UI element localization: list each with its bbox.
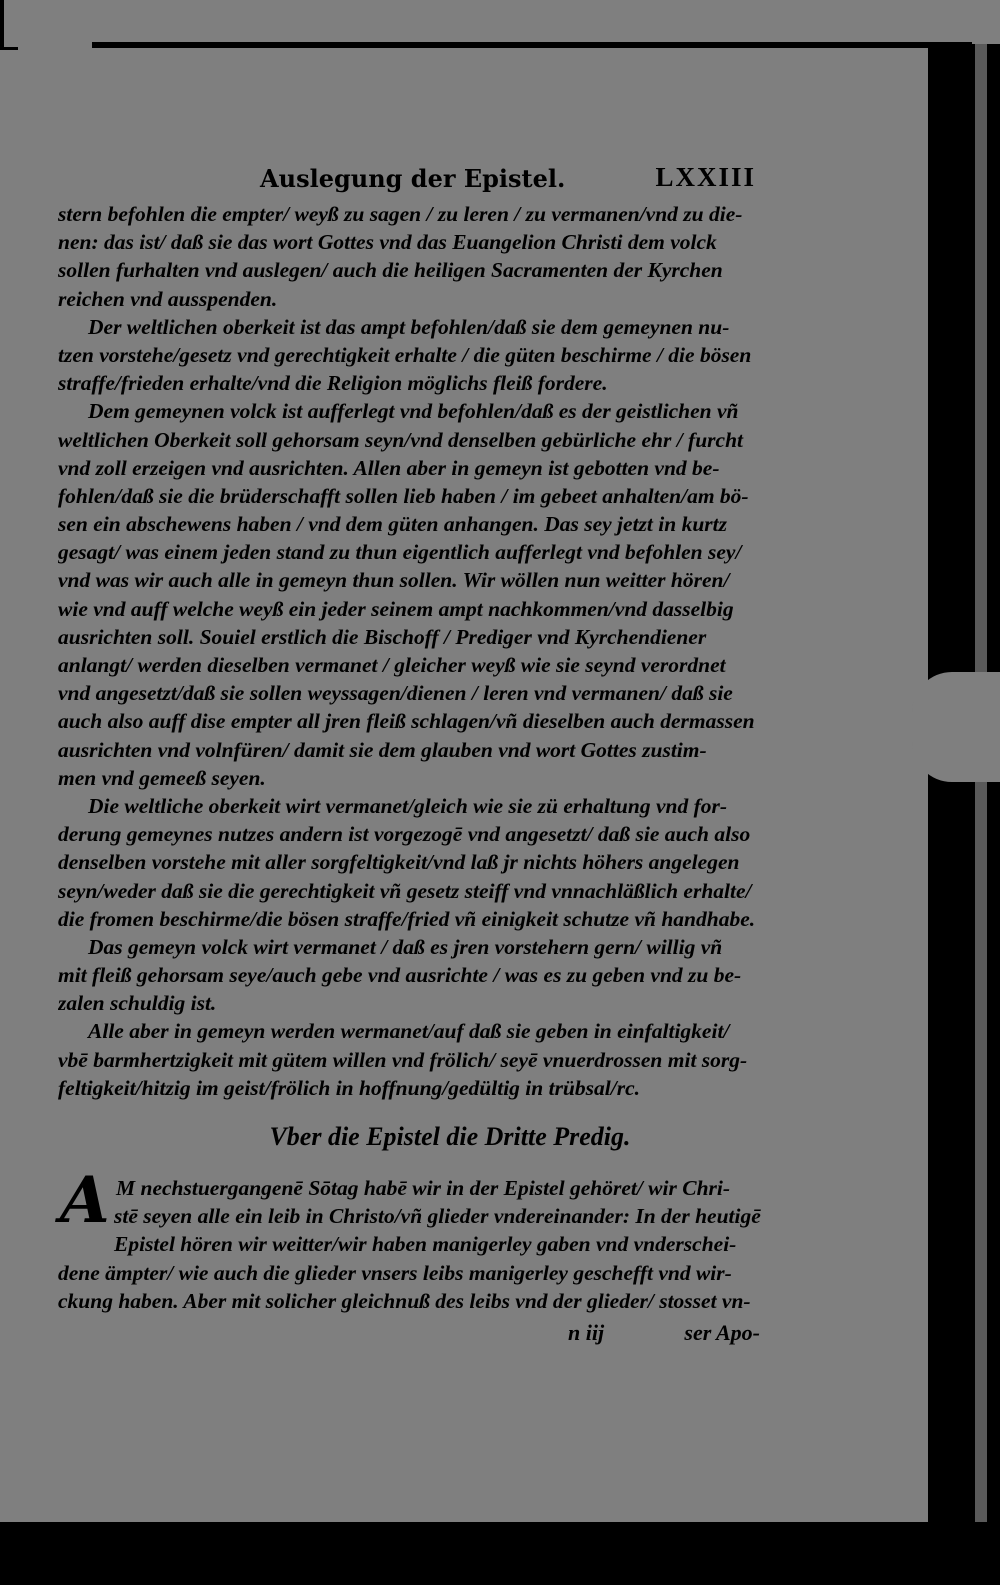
text-line: vbē barmhertzigkeit mit gütem willen vnd frölich/ seyē vnuerdrossen mit sorg- [58,1047,748,1072]
text-line: ausrichten soll. Souiel erstlich die Bischoff / Prediger vnd Kyrchendiener [58,624,707,649]
text-line: stern befohlen die empter/ weyß zu sagen / zu leren / zu vermanen/vnd zu die- [58,202,743,226]
top-rule [92,42,972,48]
page-footer [560,1318,760,1348]
text-line: stē seyen alle ein leib in Christo/vñ glieder vndereinander: In der heutigē [114,1204,761,1229]
text-line: Die weltliche oberkeit wirt vermanet/gleich wie sie zü erhaltung vnd for- [88,793,728,818]
running-title: Auslegung der Epistel. [260,164,566,193]
body-text [58,200,766,1102]
text-line: auch also auff dise empter all jren fleiß schlagen/vñ dieselben auch dermassen [58,709,755,734]
top-margin [0,0,1000,46]
text-line: ausrichten vnd volnfüren/ damit sie dem glauben vnd wort Gottes zustim- [58,737,707,762]
text-line: reichen vnd ausspenden. [58,286,278,311]
text-line: vnd zoll erzeigen vnd ausrichten. Allen aber in gemeyn ist gebotten vnd be- [58,455,720,480]
text-line: sollen furhalten vnd auslegen/ auch die heiligen Sacramenten der Kyrchen [58,258,723,283]
text-line: Das gemeyn volck wirt vermanet / daß es jren vorstehern gern/ willig vñ [88,934,723,959]
corner-mark [0,0,18,50]
text-line: anlangt/ werden dieselben vermanet / gleicher weyß wie sie seynd verordnet [58,653,726,677]
text-line: Dem gemeynen volck ist aufferlegt vnd befohlen/daß es der geistlichen vñ [88,399,739,424]
page-header [260,160,760,196]
text-line: sen ein abschewens haben / vnd dem güten anhangen. Das sey jetzt in kurtz [58,512,727,537]
text-line: ckung haben. Aber mit solicher gleichnuß des leibs vnd der glieder/ stosset vn- [58,1288,751,1313]
text-line: gesagt/ was einem jeden stand zu thun eigentlich aufferlegt vnd befohlen sey/ [58,540,742,565]
text-line: denselben vorstehe mit aller sorgfeltigkeit/vnd laß jr nichts höhers angelegen [58,850,740,875]
text-line: tzen vorstehe/gesetz vnd gerechtigkeit erhalte / die güten beschirme / die bösen [58,342,752,367]
text-line: weltlichen Oberkeit soll gehorsam seyn/vnd denselben gebürliche ehr / furcht [58,427,744,452]
text-line: dene ämpter/ wie auch die glieder vnsers leibs manigerley geschefft vnd wir- [58,1260,732,1285]
text-line: zalen schuldig ist. [58,991,217,1016]
signature-mark: n iij [568,1320,605,1345]
binding-edge [975,44,987,1544]
text-line: fohlen/daß sie die brüderschafft sollen lieb haben / im gebeet anhalten/am bö- [58,483,749,508]
text-line: Epistel hören wir weitter/wir haben manigerley gaben vnd vnderschei- [114,1232,737,1257]
text-line: Alle aber in gemeyn werden wermanet/auf daß sie geben in einfaltigkeit/ [88,1019,730,1044]
folio-number: LXXIII [655,162,756,192]
text-line: vnd angesetzt/daß sie sollen weyssagen/dienen / leren vnd vermanen/ daß sie [58,681,733,706]
sermon-text [58,1174,766,1315]
text-line: die fromen beschirme/die bösen straffe/fried vñ einigkeit schutze vñ handhabe. [58,906,756,931]
text-line: vnd was wir auch alle in gemeyn thun sollen. Wir wöllen nun weitter hören/ [58,568,730,593]
text-line: mit fleiß gehorsam seye/auch gebe vnd ausrichte / was es zu geben vnd zu be- [58,963,742,988]
catchword: ser Apo- [684,1320,760,1345]
text-line: feltigkeit/hitzig im geist/frölich in hoffnung/gedültig in trübsal/rc. [58,1075,640,1100]
text-line: nen: das ist/ daß sie das wort Gottes vnd das Euangelion Christi dem volck [58,230,717,255]
text-line: wie vnd auff welche weyß ein jeder seinem ampt nachkommen/vnd dasselbig [58,596,734,621]
bottom-edge [0,1522,1000,1585]
text-line: seyn/weder daß sie die gerechtigkeit vñ gesetz steiff vnd vnnachläßlich erhalte/ [58,878,752,903]
section-heading: Vber die Epistel die Dritte Predig. [269,1122,631,1151]
text-line: Der weltlichen oberkeit ist das ampt befohlen/daß sie dem gemeynen nu- [88,314,730,339]
text-line: derung gemeynes nutzes andern ist vorgezogē vnd angesetzt/ daß sie auch also [58,822,751,847]
binding-gutter [928,44,1000,1544]
page-tab [912,672,1000,782]
text-line: men vnd gemeeß seyen. [58,765,266,790]
text-line: straffe/frieden erhalte/vnd die Religion möglichs fleiß fordere. [58,371,608,396]
drop-cap: A [60,1163,110,1238]
text-line: M nechstuergangenē Sōtag habē wir in der Epistel gehöret/ wir Chri- [116,1176,731,1200]
